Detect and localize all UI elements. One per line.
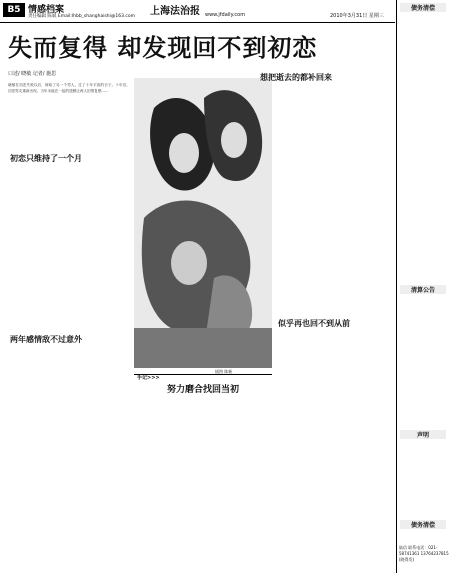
editor-line: 责任编辑 陈斌 Email:lhbb_shanghaishi@163.com (28, 14, 136, 19)
illustration (134, 78, 272, 368)
sidebar-notices-a (399, 14, 449, 264)
section-3-col-b (334, 90, 392, 290)
contact-phone: 陆信 联系电话：021-58741361 13764237815 (晓得发) (399, 545, 449, 562)
page-number: B5 (3, 3, 25, 17)
intro-body: 晓敏在初恋失败以后，嫁给了另一个男人，过了十年平淡的日子。十年后，初恋男友重新出现，当年未能在一起的遗憾让两人旧情复燃…… (8, 83, 130, 94)
section-3-col-a (275, 90, 330, 290)
section-2-title: 两年感情敌不过意外 (10, 335, 82, 344)
section-4-title: 似乎再也回不到从前 (278, 319, 350, 328)
masthead (0, 0, 395, 23)
issue-date: 2010年3月31日 星期三 (330, 13, 384, 19)
sidebar-bottom-title: 债务清偿 (400, 520, 446, 529)
byline: 口述/ 晓敏 记者/ 施思 (8, 71, 57, 77)
section-5-title: 努力磨合找回当初 (167, 385, 240, 395)
section-1-col-b (72, 170, 132, 330)
classifieds-sidebar (396, 0, 450, 573)
section-4-col-a (275, 334, 330, 494)
main-headline: 失而复得 却发现回不到初恋 (8, 34, 318, 62)
site-url: www.jfdaily.com (205, 12, 246, 18)
section-3-title: 想把逝去的都补回来 (260, 73, 332, 82)
column-label: 手记>>> (137, 375, 160, 381)
paper-name: 上海法治报 (150, 6, 200, 17)
section-2-col-a (8, 350, 70, 570)
sidebar-middle-title: 清算公告 (400, 285, 446, 294)
section-5-text (137, 400, 270, 568)
photo-credit: 插图 陈新 (215, 369, 233, 374)
section-title: 情感档案 (28, 5, 65, 15)
section-2-col-b (72, 350, 132, 570)
sidebar-notices-c (399, 441, 449, 491)
illustration-drawing (134, 78, 272, 368)
sidebar-lower-title: 声明 (400, 430, 446, 439)
sidebar-notices-b (399, 296, 449, 416)
section-4-col-b (334, 334, 392, 570)
intro-text (8, 82, 130, 146)
section-1-title: 初恋只维持了一个月 (10, 154, 82, 163)
sidebar-top-title: 债务清偿 (400, 3, 446, 12)
section-1-col-a (8, 170, 70, 330)
